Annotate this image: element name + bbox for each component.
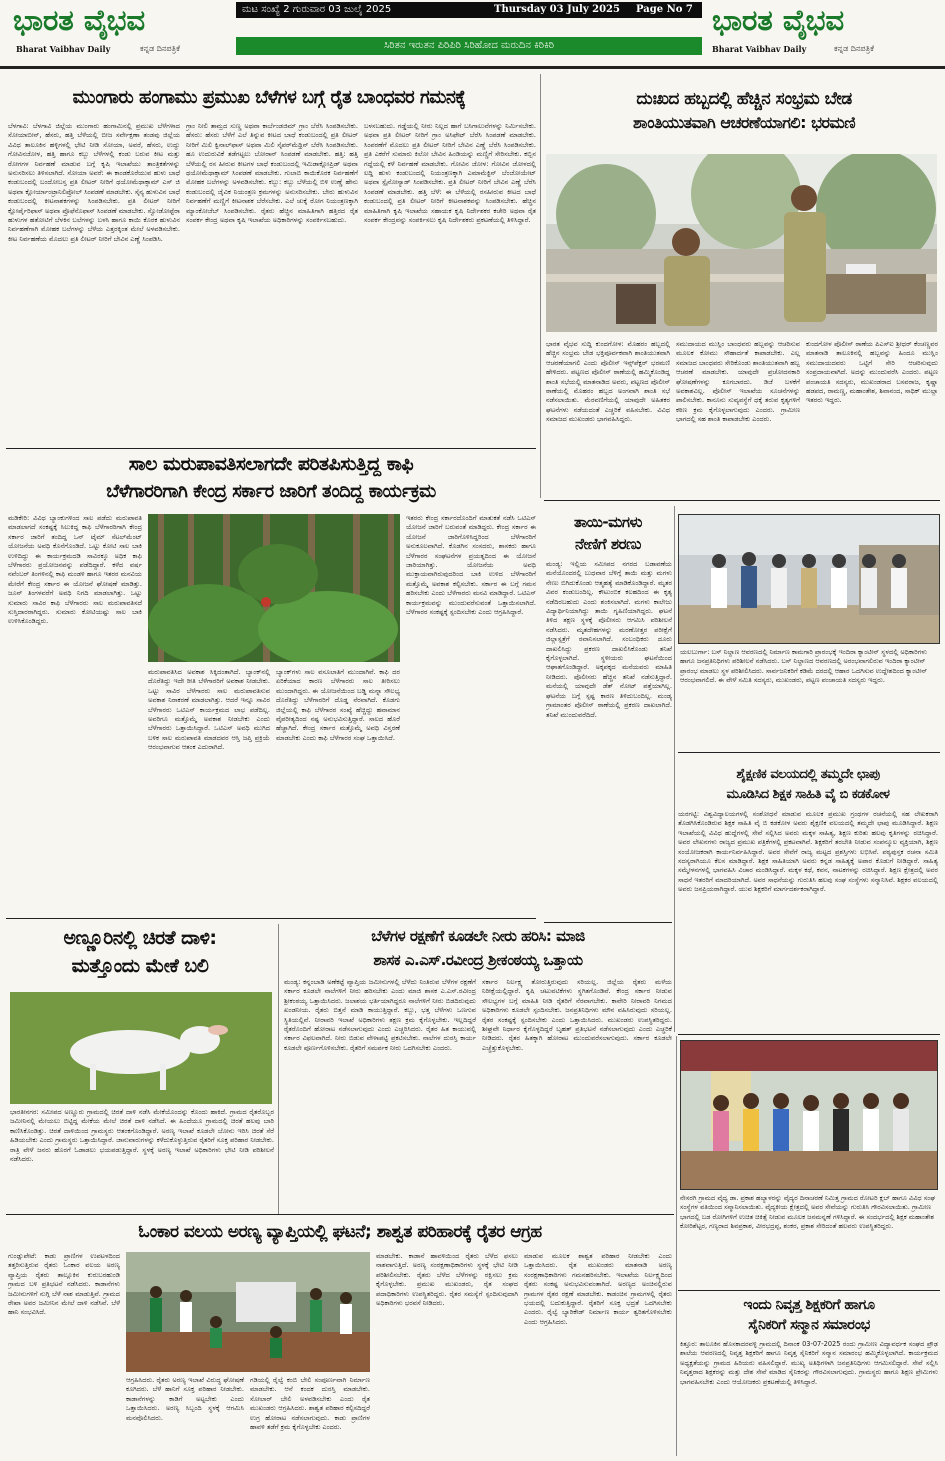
article-felicitation: ಕಿತ್ತೂರ: ತಾಲೂಕಿನ ಹೊಸಕಾದರವಳ್ಳಿ ಗ್ರಾಮದಲ್ಲಿ ದಿನಾಂಕ 03-07-2025 ರಂದು ಗ್ರಾಮೀಣ ವಿದ್ಯಾವರ್ಧಕ ಸಂಘದ ಪ್ರೌಢ ಶಾಲೆಯ ಆವರಣದಲ್ಲಿ ನಿವೃತ್ತ ಶಿಕ್ಷಕರಿಗೆ ಹಾಗೂ ನಿವೃತ್ತ ಸೈನಿಕರಿಗೆ ಸನ್ಮಾನ ಸಮಾರಂಭ ಹಮ್ಮಿಕೊಳ್ಳಲಾಗಿದೆ. ಕಾರ್ಯಕ್ರಮದ ಅಧ್ಯಕ್ಷತೆಯನ್ನು ಗ್ರಾಮದ ಹಿರಿಯರು ವಹಿಸಲಿದ್ದಾರೆ. ಮುಖ್ಯ ಅತಿಥಿಗಳಾಗಿ ಜನಪ್ರತಿನಿಧಿಗಳು ಆಗಮಿಸಲಿದ್ದಾರೆ. ಸೇವೆ ಸಲ್ಲಿಸಿ ನಿವೃತ್ತರಾದ ಶಿಕ್ಷಕರನ್ನು ಮತ್ತು ದೇಶ ಸೇವೆ ಮಾಡಿದ ಸೈನಿಕರನ್ನು ಗೌರವಿಸಲಾಗುವುದು. ಗ್ರಾಮಸ್ಥರು ಹಾಗೂ ಶಿಕ್ಷಣ ಪ್ರೇಮಿಗಳು ಭಾಗವಹಿಸಬೇಕು ಎಂದು ಆಯೋಜಕರು ಪ್ರಕಟಣೆಯಲ್ಲಿ ತಿಳಿಸಿದ್ದಾರೆ. [680,1340,938,1386]
article-coffee-col1: ಮಡಿಕೇರಿ: ವಿವಿಧ ಬ್ಯಾಂಕುಗಳಿಂದ ಸಾಲ ಪಡೆದು ಮರುಪಾವತಿ ಮಾಡಲಾಗದೆ ಸಂಕಷ್ಟಕ್ಕೆ ಸಿಲುಕಿದ್ದ ಕಾಫಿ ಬೆಳೆಗಾರರಿಗಾಗಿ ಕೇಂದ್ರ ಸರ್ಕಾರ ಜಾರಿಗೆ ತಂದಿದ್ದ ಒನ್ ಟೈಮ್ ಸೆಟಲ್‌ಮೆಂಟ್ ಯೋಜನೆಯ ಅವಧಿ ಕೊನೆಗೊಂಡಿದೆ. ಒಟ್ಟು ಕೋಟಿ ಸಾಲ ಬಾಕಿ ಉಳಿದಿದ್ದು ಈ ಕಾರ್ಯಕ್ರಮದಡಿ ಸಾವಿರಕ್ಕೂ ಅಧಿಕ ಕಾಫಿ ಬೆಳೆಗಾರರು ಪ್ರಯೋಜನವನ್ನು ಪಡೆದಿದ್ದಾರೆ. ಕಳೆದ ವರ್ಷ ನವೆಂಬರ್ ತಿಂಗಳಿನಲ್ಲಿ ಕಾಫಿ ಮಂಡಳಿ ಹಾಗೂ ಇತರರ ಮನವಿಯ ಮೇರೆಗೆ ಕೇಂದ್ರ ಸರ್ಕಾರ ಈ ಯೋಜನೆ ಘೋಷಣೆ ಮಾಡಿತ್ತು. ಜೂನ್ ತಿಂಗಳವರೆಗೆ ಅವಧಿ ನಿಗದಿ ಮಾಡಲಾಗಿತ್ತು. ಒಟ್ಟು ಸುಮಾರು ಸಾವಿರ ಕಾಫಿ ಬೆಳೆಗಾರರು ಸಾಲ ಮರುಪಾವತಿಸದೆ ಸುಸ್ತಿದಾರರಾಗಿದ್ದರು. ಸುಮಾರು ಕೋಟಿಯಷ್ಟು ಸಾಲ ಬಾಕಿ ಉಳಿಸಿಕೊಂಡಿದ್ದರು. [8,514,142,626]
section-rule [6,1214,674,1215]
headline-forest: ಓಂಕಾರ ವಲಯ ಅರಣ್ಯ ವ್ಯಾಪ್ತಿಯಲ್ಲಿ ಘಟನೆ; ಶಾಶ್ವತ ಪರಿಹಾರಕ್ಕೆ ರೈತರ ಆಗ್ರಹ [138,1222,542,1242]
headline-felicitation-line2: ಸೈನಿಕರಿಗೆ ಸನ್ಮಾನ ಸಮಾರಂಭ [748,1317,870,1333]
article-leopard: ಭಾರತೀನಗರ: ಸಮೀಪದ ಅಣ್ಣೂರು ಗ್ರಾಮದಲ್ಲಿ ಚಿರತೆ ದಾಳಿ ನಡೆಸಿ ಮೇಕೆಯೊಂದನ್ನು ಕೊಂದು ಹಾಕಿದೆ. ಗ್ರಾಮದ ರೈತರೊಬ್ಬರ ಜಮೀನಿನಲ್ಲಿ ಮೇಯಲು ಬಿಟ್ಟಿದ್ದ ಮೇಕೆಯ ಮೇಲೆ ಚಿರತೆ ದಾಳಿ ನಡೆಸಿದೆ. ಈ ಹಿಂದೆಯೂ ಗ್ರಾಮದಲ್ಲಿ ಚಿರತೆ ಹಲವು ಬಾರಿ ಕಾಣಿಸಿಕೊಂಡಿತ್ತು. ಚಿರತೆ ದಾಳಿಯಿಂದ ಗ್ರಾಮಸ್ಥರು ಆತಂಕಗೊಂಡಿದ್ದಾರೆ. ಅರಣ್ಯ ಇಲಾಖೆ ಕೂಡಲೇ ಬೋನು ಇರಿಸಿ ಚಿರತೆ ಸೆರೆ ಹಿಡಿಯಬೇಕು ಎಂದು ಗ್ರಾಮಸ್ಥರು ಒತ್ತಾಯಿಸಿದ್ದಾರೆ. ಜಾನುವಾರುಗಳನ್ನು ಕಳೆದುಕೊಳ್ಳುತ್ತಿರುವ ರೈತರಿಗೆ ಸೂಕ್ತ ಪರಿಹಾರ ನೀಡಬೇಕು. ರಾತ್ರಿ ವೇಳೆ ಜನರು ಹೊರಗೆ ಓಡಾಡಲು ಭಯಪಡುತ್ತಿದ್ದಾರೆ. ಸ್ಥಳಕ್ಕೆ ಅರಣ್ಯ ಇಲಾಖೆ ಅಧಿಕಾರಿಗಳು ಭೇಟಿ ನೀಡಿ ಪರಿಶೀಲನೆ ನಡೆಸಿದರು. [10,1108,274,1164]
headline-teacher-line2: ಮೂಡಿಸಿದ ಶಿಕ್ಷಕ ಸಾಹಿತಿ ವೈ ಬಿ ಕಡಕೋಳ [726,787,890,802]
headline-teacher-line1: ಶೈಕ್ಷಣಿಕ ವಲಯದಲ್ಲಿ ತಮ್ಮದೇ ಛಾಪು [736,767,880,782]
column-divider [540,74,541,498]
article-forest-col5: ಮಾಡುವ ಮೂಲಕ ಶಾಶ್ವತ ಪರಿಹಾರ ನೀಡಬೇಕು ಎಂದು ಒತ್ತಾಯಿಸಿದರು. ರೈತ ಮುಖಂಡರು ಮಾತನಾಡಿ ಅರಣ್ಯ ಸಂರಕ್ಷಣಾಧಿಕಾರಿಗಳು ಗಮನಹರಿಸಬೇಕು. ಇಲಾಖೆಯ ನಿರ್ಲಕ್ಷ್ಯದಿಂದ ರೈತರು ಸಂಕಷ್ಟ ಅನುಭವಿಸುವಂತಾಗಿದೆ. ಅರಣ್ಯದ ಅಂಚಿನಲ್ಲಿರುವ ಗ್ರಾಮಗಳ ರೈತರ ರಕ್ಷಣೆ ಮಾಡಬೇಕು. ಕಾಡಂಚಿನ ಗ್ರಾಮಗಳಲ್ಲಿ ರೈತರು ಭಯದಲ್ಲಿ ಬದುಕುತ್ತಿದ್ದಾರೆ. ರೈತರಿಗೆ ಸೂಕ್ತ ಭದ್ರತೆ ಒದಗಿಸಬೇಕು ಎಂದರು. ರೈಲ್ವೆ ಬ್ಯಾರಿಕೇಡ್ ನಿರ್ಮಾಣ ಕಾರ್ಯ ತ್ವರಿತಗೊಳಿಸಬೇಕು ಎಂದು ಆಗ್ರಹಿಸಿದರು. [524,1252,672,1326]
article-monsoon-col3: ಬಳಸಬಹುದು. ಗಡ್ಡೆಯಲ್ಲಿ ನೀರು ನಿಲ್ಲದ ಹಾಗೆ ಬಸಿಗಾಲುವೆಗಳನ್ನು ನಿರ್ಮಿಸಬೇಕು. ಅಥವಾ ಪ್ರತಿ ಲೀಟರ್ ನೀರಿಗೆ ಗ್ರಾಂ ಅಸಿಫೇಟ್ ಬೆರೆಸಿ ಸಿಂಪಡಣೆ ಮಾಡಬೇಕು. ಸಿಂಪರಣೆಗೆ ಮೊದಲು ಪ್ರತಿ ಲೀಟರ್ ನೀರಿಗೆ ಬೇವಿನ ಎಣ್ಣೆ ಬೆರೆಸಿ ಸಿಂಪಡಿಸಬೇಕು. ಪ್ರತಿ ಎಕರೆಗೆ ಸುಮಾರು ಕಿಲೋ ಬೇವಿನ ಹಿಂಡಿಯನ್ನು ಮಣ್ಣಿಗೆ ಸೇರಿಸಬೇಕು. ಕಬ್ಬಿನ ಗದ್ದೆಯಲ್ಲಿ ಕಳೆ ನಿರ್ವಹಣೆ ಮಾಡಬೇಕು. ಗೋವಿನ ಜೋಳ: ಗೋವಿನ ಜೋಳದಲ್ಲಿ ಲದ್ದಿ ಹುಳು ಕಂಡುಬಂದಲ್ಲಿ ನಿಯಂತ್ರಣಕ್ಕಾಗಿ ಎಮಾಮೆಕ್ಟಿನ್ ಬೆಂಜೋಯೇಟ್ ಅಥವಾ ಸ್ಪೈನೋಸ್ಯಾಡ್ ಸಿಂಪಡಿಸಬೇಕು. ಪ್ರತಿ ಲೀಟರ್ ನೀರಿಗೆ ಬೇವಿನ ಎಣ್ಣೆ ಬೆರೆಸಿ ಸಿಂಪಡಣೆ ಮಾಡಬೇಕು. ಹತ್ತಿ ಬೆಳೆ: ಈ ಬೆಳೆಯಲ್ಲಿ ರಸಹೀರುವ ಕೀಟದ ಬಾಧೆ ಕಂಡುಬಂದಲ್ಲಿ ಪ್ರತಿ ಲೀಟರ್ ನೀರಿಗೆ ಕೀಟನಾಶಕವನ್ನು ಸಿಂಪಡಿಸಬೇಕು. ಹೆಚ್ಚಿನ ಮಾಹಿತಿಗಾಗಿ ಕೃಷಿ ಇಲಾಖೆಯ ಸಹಾಯಕ ಕೃಷಿ ನಿರ್ದೇಶಕರ ಕಚೇರಿ ಅಥವಾ ರೈತ ಸಂಪರ್ಕ ಕೇಂದ್ರವನ್ನು ಸಂಪರ್ಕಿಸಲು ಕೃಷಿ ನಿರ್ದೇಶಕರು ಪ್ರಕಟಣೆಯಲ್ಲಿ ತಿಳಿಸಿದ್ದಾರೆ. [364,122,536,225]
canteen-inspection-illustration [679,515,939,643]
article-water-col2: ಸರ್ಕಾರ ನಿರ್ಲಕ್ಷ್ಯ ತೋರುತ್ತಿರುವುದು ಸರಿಯಲ್ಲ. ಜಿಲ್ಲೆಯ ರೈತರು ಮಳೆಯ ನಿರೀಕ್ಷೆಯಲ್ಲಿದ್ದಾರೆ. ಕೃಷಿ ಚಟುವಟಿಕೆಗಳು ಸ್ಥಗಿತಗೊಂಡಿವೆ. ಕೇಂದ್ರ ಸರ್ಕಾರ ನೀಡುವ ಸೌಲಭ್ಯಗಳ ಬಗ್ಗೆ ಮಾಹಿತಿ ನೀಡಿ ರೈತರಿಗೆ ನೆರವಾಗಬೇಕು. ಕಾವೇರಿ ನೀರಾವರಿ ನಿಗಮದ ಅಧಿಕಾರಿಗಳು ಕೂಡಲೇ ಸ್ಪಂದಿಸಬೇಕು. ಜನಪ್ರತಿನಿಧಿಗಳು ಮೌನ ವಹಿಸಿರುವುದು ಸರಿಯಲ್ಲ. ರೈತರ ಸಂಕಷ್ಟಕ್ಕೆ ಸ್ಪಂದಿಸಬೇಕು ಎಂದು ಒತ್ತಾಯಿಸಿದರು. ಮುಖಂಡರು ಉಪಸ್ಥಿತರಿದ್ದರು. ಶೀಘ್ರವೇ ನಿರ್ಧಾರ ಕೈಗೊಳ್ಳದಿದ್ದರೆ ಬೃಹತ್ ಪ್ರತಿಭಟನೆ ನಡೆಸಲಾಗುವುದು ಎಂದು ಎಚ್ಚರಿಕೆ ನೀಡಿದರು. ರೈತರ ಹಿತಕ್ಕಾಗಿ ಹೋರಾಟ ಮುಂದುವರೆಸಲಾಗುವುದು. ಸರ್ಕಾರ ಕೂಡಲೇ ಎಚ್ಚೆತ್ತುಕೊಳ್ಳಬೇಕು. [482,978,672,1052]
coffee-plantation-illustration [148,514,400,662]
photo-police-meeting [546,154,937,332]
headline-water-line1: ಬೆಳೆಗಳ ರಕ್ಷಣೆಗೆ ಕೂಡಲೇ ನೀರು ಹರಿಸಿ: ಮಾಜಿ [371,927,585,945]
issue-bar [236,2,702,18]
section-rule [678,1034,940,1035]
headline-mother-daughter-line1: ತಾಯಿ-ಮಗಳು [574,513,642,531]
photo-goat [10,992,272,1104]
section-rule [544,922,672,923]
photo-doctor-felicitation [680,1040,938,1190]
article-forest-col4: ಮಾಡಬೇಕು. ಕಾಡಾನೆ ಹಾವಳಿಯಿಂದ ರೈತರು ಬೆಳೆದ ಫಸಲು ನಾಶವಾಗುತ್ತಿದೆ. ಅರಣ್ಯ ಸಂರಕ್ಷಣಾಧಿಕಾರಿಗಳು ಸ್ಥಳಕ್ಕೆ ಭೇಟಿ ನೀಡಿ ಪರಿಶೀಲಿಸಬೇಕು. ರೈತರು ಬೆಳೆದ ಬೆಳೆಗಳನ್ನು ರಕ್ಷಿಸಲು ಕ್ರಮ ಕೈಗೊಳ್ಳಬೇಕು. ಪ್ರಮುಖ ಮುಖಂಡರು, ರೈತ ಸಂಘದ ಪದಾಧಿಕಾರಿಗಳು ಉಪಸ್ಥಿತರಿದ್ದರು. ರೈತರ ಸಮಸ್ಯೆಗೆ ಸ್ಪಂದಿಸುವುದಾಗಿ ಅಧಿಕಾರಿಗಳು ಭರವಸೆ ನೀಡಿದರು. [376,1252,518,1308]
article-water-col1: ಮಂಡ್ಯ: ಕನ್ನಂಬಾಡಿ ಅಣೆಕಟ್ಟೆ ವ್ಯಾಪ್ತಿಯ ಜಮೀನುಗಳಲ್ಲಿ ಬೆಳೆದು ನಿಂತಿರುವ ಬೆಳೆಗಳ ರಕ್ಷಣೆಗೆ ಸರ್ಕಾರ ಕೂಡಲೇ ನಾಲೆಗಳಿಗೆ ನೀರು ಹರಿಸಬೇಕು ಎಂದು ಮಾಜಿ ಶಾಸಕ ಎ.ಎಸ್.ರವೀಂದ್ರ ಶ್ರೀಕಂಠಯ್ಯ ಒತ್ತಾಯಿಸಿದರು. ಜಲಾಶಯ ಭರ್ತಿಯಾಗಿದ್ದರೂ ನಾಲೆಗಳಿಗೆ ನೀರು ಬಿಡದಿರುವುದು ಖಂಡನೀಯ. ರೈತರು ಬಿತ್ತನೆ ಮಾಡಿ ಕಾಯುತ್ತಿದ್ದಾರೆ. ಕಬ್ಬು, ಭತ್ತ ಬೆಳೆಗಳು ಒಣಗುವ ಸ್ಥಿತಿಯಲ್ಲಿವೆ. ನೀರಾವರಿ ಇಲಾಖೆ ಅಧಿಕಾರಿಗಳು ತಕ್ಷಣ ಕ್ರಮ ಕೈಗೊಳ್ಳಬೇಕು. ಇಲ್ಲದಿದ್ದರೆ ರೈತರೊಂದಿಗೆ ಹೋರಾಟ ನಡೆಸಲಾಗುವುದು ಎಂದು ಎಚ್ಚರಿಸಿದರು. ರೈತರ ಹಿತ ಕಾಯುವಲ್ಲಿ ಸರ್ಕಾರ ವಿಫಲವಾಗಿದೆ. ನೀರು ಬಿಡುವ ವೇಳಾಪಟ್ಟಿ ಪ್ರಕಟಿಸಬೇಕು. ನಾಲೆಗಳ ದುರಸ್ತಿ ಕಾರ್ಯ ಕೂಡಲೇ ಪೂರ್ಣಗೊಳಿಸಬೇಕು. ರೈತರಿಗೆ ಸಮರ್ಪಕ ನೀರು ಒದಗಿಸಬೇಕು ಎಂದರು. [284,978,476,1052]
article-coffee-col4: ಇತರರು ಕೇಂದ್ರ ಸರ್ಕಾರದೊಂದಿಗೆ ಮಾತುಕತೆ ನಡೆಸಿ ಒಟಿಎಸ್ ಯೋಜನೆ ಜಾರಿಗೆ ಬರುವಂತೆ ಮಾಡಿದ್ದರು. ಕೇಂದ್ರ ಸರ್ಕಾರ ಈ ಯೋಜನೆ ಜಾರಿಗೊಳಿಸಿದ್ದರಿಂದ ಬೆಳೆಗಾರರಿಗೆ ಅನುಕೂಲವಾಗಿದೆ. ಕೊಡಗಿನ ಸಂಸದರು, ಶಾಸಕರು ಹಾಗೂ ಬೆಳೆಗಾರರ ಸಂಘಟನೆಗಳ ಪ್ರಯತ್ನದಿಂದ ಈ ಯೋಜನೆ ಜಾರಿಯಾಗಿತ್ತು. ಯೋಜನೆಯ ಅವಧಿ ಮುಕ್ತಾಯವಾಗಿರುವುದರಿಂದ ಬಾಕಿ ಉಳಿದ ಬೆಳೆಗಾರರಿಗೆ ಮತ್ತೊಮ್ಮೆ ಅವಕಾಶ ಕಲ್ಪಿಸಬೇಕು. ಸರ್ಕಾರ ಈ ಬಗ್ಗೆ ಗಮನ ಹರಿಸಬೇಕು ಎಂದು ಬೆಳೆಗಾರರು ಮನವಿ ಮಾಡಿದ್ದಾರೆ. ಒಟಿಎಸ್ ಕಾರ್ಯಕ್ರಮವನ್ನು ಮುಂದುವರೆಸುವಂತೆ ಒತ್ತಾಯಿಸಲಾಗಿದೆ. ಬೆಳೆಗಾರರ ಸಂಕಷ್ಟಕ್ಕೆ ಸ್ಪಂದಿಸಬೇಕು ಎಂದು ಆಗ್ರಹಿಸಿದ್ದಾರೆ. [406,514,536,617]
masthead-rule [0,66,945,69]
masthead-logo-right: ಭಾರತ ವೈಭವ [712,3,845,37]
issue-date: Thursday 03 July 2025 [494,4,620,15]
caption-canteen: ಯಲಬುರ್ಗಾ: ಬಸ್ ನಿಲ್ದಾಣ ಆವರಣದಲ್ಲಿ ನಿರ್ಮಾಣ ಕಾಮಗಾರಿ ಪ್ರಾರಂಭಕ್ಕೆ ಇಂದಿರಾ ಕ್ಯಾಂಟೀನ್ ಸ್ಥಳದಲ್ಲಿ ಅಧಿಕಾರಿಗಳು ಹಾಗೂ ಜನಪ್ರತಿನಿಧಿಗಳು ಪರಿಶೀಲನೆ ನಡೆಸಿದರು. ಬಸ್ ನಿಲ್ದಾಣದ ಆವರಣದಲ್ಲಿ ಅರಂಭವಾಗಲಿರುವ ಇಂದಿರಾ ಕ್ಯಾಂಟೀನ್ ಪ್ರಾರಂಭ ಮಾಡಲು ಸ್ಥಳ ಪರಿಶೀಲಿಸಿದರು. ಸಾರ್ವಜನಿಕರಿಗೆ ಕಡಿಮೆ ದರದಲ್ಲಿ ಆಹಾರ ಒದಗಿಸುವ ಉದ್ದೇಶದಿಂದ ಕ್ಯಾಂಟೀನ್ ಆರಂಭವಾಗಲಿದೆ. ಈ ವೇಳೆ ಸಮಿತಿ ಸದಸ್ಯರು, ಮುಖಂಡರು, ಪಟ್ಟಣ ಪಂಚಾಯತಿ ಸದಸ್ಯರು ಇದ್ದರು. [680,648,928,685]
column-divider [676,1036,677,1456]
section-rule [678,1290,940,1291]
page-number: Page No 7 [636,4,693,15]
article-muharram-col3: ಕುಂದಗೋಳ ಪೊಲೀಸ್ ಠಾಣೆಯ ಪಿಎಸ್ಐ ಶ್ರೀಧರ್ ಕೆಂಚಣ್ಣವರ ಮಾತನಾಡಿ ತಾಲೂಕಿನಲ್ಲಿ ಹಬ್ಬವನ್ನು ಹಿಂದೂ ಮುಸ್ಲಿಂ ಸಮುದಾಯದವರು ಒಟ್ಟಿಗೆ ಸೇರಿ ಆಚರಿಸುವುದು ಸಂಪ್ರದಾಯವಾಗಿದೆ. ಅದನ್ನು ಮುಂದುವರೆಸಿ ಎಂದರು. ಪಟ್ಟಣ ಪಂಚಾಯತಿ ಸದಸ್ಯರು, ಮುಖಂಡರಾದ ಬಸವರಾಜ, ಕೃಷ್ಣಾ ಹಡಪದ, ರಾಮಣ್ಣ, ಮಹಾಂತೇಶ, ಶಿವಾನಂದ, ಸಾಧಿಕ್ ಮುಲ್ಲಾ ಇತರರು ಇದ್ದರು. [806,340,938,405]
article-coffee-col2: ಮರುಪಾವತಿಸಿದ ಅವಕಾಶ ಸಿಕ್ಕಿದಂತಾಗಿದೆ. ಬ್ಯಾಂಕ್‌ನಲ್ಲಿ ದೊರೆತಿದ್ದು ಇದೇ ರೀತಿ ಬೆಳೆಗಾರರಿಗೆ ಅವಕಾಶ ನೀಡಬೇಕು. ಒಟ್ಟು ಸಾವಿರ ಬೆಳೆಗಾರರು ಸಾಲ ಮರುಪಾವತಿಸುವ ಅವಕಾಶ ನಿರಾಕರಣೆ ಮಾಡಲಾಗಿತ್ತು. ಆದರೆ ಇನ್ನೂ ಸಾವಿರ ಬೆಳೆಗಾರರು ಒಟಿಎಸ್ ಕಾರ್ಯಕ್ರಮದ ಲಾಭ ಪಡೆದಿಲ್ಲ. ಅವರಿಗೂ ಮತ್ತೊಮ್ಮೆ ಅವಕಾಶ ನೀಡಬೇಕು ಎಂದು ಬೆಳೆಗಾರರು ಒತ್ತಾಯಿಸಿದ್ದಾರೆ. ಒಟಿಎಸ್ ಅವಧಿ ಮುಗಿದ ಬಳಿಕ ಸಾಲ ಮರುಪಾವತಿ ಮಾಡದವರ ಆಸ್ತಿ ಜಪ್ತಿ ಪ್ರಕ್ರಿಯೆ ಆರಂಭವಾಗುವ ಆತಂಕ ಎದುರಾಗಿದೆ. [148,668,270,752]
section-rule [6,448,536,449]
headline-leopard-line2: ಮತ್ತೊಂದು ಮೇಕೆ ಬಲಿ [71,955,209,977]
headline-coffee-line2: ಬೆಳೆಗಾರರಿಗಾಗಿ ಕೇಂದ್ರ ಸರ್ಕಾರ ಜಾರಿಗೆ ತಂದಿದ್ದ ಕಾರ್ಯಕ್ರಮ [106,481,436,502]
article-monsoon-col1: ಬೆಳಗಾವಿ: ಬೆಳಗಾವಿ ಜಿಲ್ಲೆಯ ಮುಂಗಾರು ಹಂಗಾಮಿನಲ್ಲಿ ಪ್ರಮುಖ ಬೆಳೆಗಳಾದ ಸೋಯಾಬೀನ್, ಹೆಸರು, ಹತ್ತಿ ಬೆಳೆಯಲ್ಲಿ ಬೀಜ ಸರ್ವೇಕ್ಷಣಾ ತಂಡವು ಜಿಲ್ಲೆಯ ವಿವಿಧ ತಾಲೂಕಿನ ಹಳ್ಳಿಗಳಲ್ಲಿ ಭೇಟಿ ನೀಡಿ ಸೋಯಾ, ಅವರೆ, ಹೆಸರು, ಉದ್ದು ಗೋವಿನಜೋಳ, ಹತ್ತಿ ಹಾಗೂ ಕಬ್ಬು ಬೆಳೆಗಳಲ್ಲಿ ಕಂಡು ಬರುವ ಕೀಟ ಮತ್ತು ರೋಗಗಳ ನಿರ್ವಹಣೆ ಮಾಡುವ ಬಗ್ಗೆ ಕೃಷಿ ಇಲಾಖೆಯು ತಾಂತ್ರಿಕತೆಗಳನ್ನು ಅನುಸರಿಸಲು ತಿಳಿಸಲಾಗಿದೆ. ಸೋಯಾ ಅವರೆ: ಈ ಕಾಂಡಕೊರೆಯುವ ಹುಳು ಬಾಧೆ ಕಂಡುಬಂದಲ್ಲಿ ಬಂದೋಬಸ್ತ ಪ್ರತಿ ಲೀಟರ್ ನೀರಿಗೆ ಥಯೋಮೆಥಾಕ್ಸಾಮ್ ಎಸ್ ಜಿ ಅಥವಾ ಕ್ಲೋರ್ಯಾಂಟ್ರಾನಿಲಿಪ್ರೋಲ್ ಸಿಂಪಡಣೆ ಮಾಡಬೇಕು. ಸೈನ್ಯ ಹುಳುವಿನ ಬಾಧೆ ಕಂಡುಬಂದಲ್ಲಿ ಕೀಟನಾಶಕಗಳನ್ನು ಸಿಂಪಡಿಸಬೇಕು. ಪ್ರತಿ ಲೀಟರ್ ನೀರಿಗೆ ಕ್ಲೋರ್ಪೈರಿಫಾಸ್ ಅಥವಾ ಪ್ರೊಫೆನೊಫಾಸ್ ಸಿಂಪಡಣೆ ಮಾಡಬೇಕು. ಸ್ವೋಡೋಪ್ಟೆರಾ ಹುಳುಗಳ ಹತೋಟಿಗೆ ಬೆಳಕಿನ ಬಲೆಗಳನ್ನು ಬಳಸಿ ಹಾಗೂ ಕಾಯಿ ಕೊರಕ ಹುಳುವಿನ ನಿರ್ವಹಣೆಗಾಗಿ ಮೋಹಕ ಬಲೆಗಳನ್ನು ಬೆಳೆಯ ಎತ್ತರಕ್ಕಿಂತ ಮೇಲೆ ಅಳವಡಿಸಬೇಕು. ಕೀಟ ನಿರ್ವಹಣೆಯ ಮೊದಲು ಪ್ರತಿ ಲೀಟರ್ ನೀರಿಗೆ ಬೇವಿನ ಎಣ್ಣೆ ಸಿಂಪಡಿಸಿ. [8,122,180,243]
farmers-protest-illustration [126,1252,370,1372]
headline-felicitation-line1: ಇಂದು ನಿವೃತ್ತ ಶಿಕ್ಷಕರಿಗೆ ಹಾಗೂ [743,1297,875,1313]
article-mother-daughter: ಮಂಡ್ಯ: ಇಲ್ಲಿಯ ಸಮೀಪದ ನಗರದ ಬಡಾವಣೆಯ ಮನೆಯೊಂದರಲ್ಲಿ ಬುಧವಾರ ಬೆಳಿಗ್ಗೆ ತಾಯಿ ಮತ್ತು ಮಗಳು ನೇಣು ಬಿಗಿದುಕೊಂಡು ಆತ್ಮಹತ್ಯೆ ಮಾಡಿಕೊಂಡಿದ್ದಾರೆ. ಮೃತರ ವಿವರ ಕಂಡುಬಂದಿಲ್ಲ. ಕೌಟುಂಬಿಕ ಕಲಹದಿಂದ ಈ ಕೃತ್ಯ ನಡೆದಿರಬಹುದು ಎಂದು ಶಂಕಿಸಲಾಗಿದೆ. ಮಗಳು ಕಾಲೇಜು ವಿದ್ಯಾರ್ಥಿನಿಯಾಗಿದ್ದು ತಾಯಿ ಗೃಹಿಣಿಯಾಗಿದ್ದರು. ಘಟನೆ ತಿಳಿದ ತಕ್ಷಣ ಸ್ಥಳಕ್ಕೆ ಪೊಲೀಸರು ಆಗಮಿಸಿ ಪರಿಶೀಲನೆ ನಡೆಸಿದರು. ಮೃತದೇಹಗಳನ್ನು ಮರಣೋತ್ತರ ಪರೀಕ್ಷೆಗೆ ಜಿಲ್ಲಾಸ್ಪತ್ರೆಗೆ ರವಾನಿಸಲಾಗಿದೆ. ಸಂಬಂಧಿಕರು ದೂರು ದಾಖಲಿಸಿದ್ದು ಪ್ರಕರಣ ದಾಖಲಿಸಿಕೊಂಡು ತನಿಖೆ ಕೈಗೊಳ್ಳಲಾಗಿದೆ. ಸ್ಥಳೀಯರು ಘಟನೆಯಿಂದ ಆಘಾತಗೊಂಡಿದ್ದಾರೆ. ಅಕ್ಕಪಕ್ಕದ ಮನೆಯವರು ಮಾಹಿತಿ ನೀಡಿದರು. ಪೊಲೀಸರು ಹೆಚ್ಚಿನ ತನಿಖೆ ನಡೆಸುತ್ತಿದ್ದಾರೆ. ಮನೆಯಲ್ಲಿ ಯಾವುದೇ ಡೆತ್ ನೋಟ್ ಪತ್ತೆಯಾಗಿಲ್ಲ. ಘಟನೆಯ ಬಗ್ಗೆ ಸ್ಪಷ್ಟ ಕಾರಣ ತಿಳಿದುಬಂದಿಲ್ಲ. ಮಂಡ್ಯ ಗ್ರಾಮಾಂತರ ಪೊಲೀಸ್ ಠಾಣೆಯಲ್ಲಿ ಪ್ರಕರಣ ದಾಖಲಾಗಿದೆ. ತನಿಖೆ ಮುಂದುವರೆದಿದೆ. [546,560,672,719]
column-divider [278,924,279,1214]
masthead [0,0,945,66]
masthead-logo-left: ಭಾರತ ವೈಭವ [13,3,146,37]
doctor-felicitation-illustration [681,1041,937,1189]
headline-muharram-line2: ಶಾಂತಿಯುತವಾಗಿ ಆಚರಣೆಯಾಗಲಿ: ಭರಮಣಿ [632,113,856,132]
headline-coffee-line1: ಸಾಲ ಮರುಪಾವತಿಸಲಾಗದೇ ಪರಿತಪಿಸುತ್ತಿದ್ದ ಕಾಫಿ [128,453,414,475]
masthead-tagline-left: ಕನ್ನಡ ದಿನಪತ್ರಿಕೆ [140,44,181,53]
column-divider [674,506,675,1032]
goat-illustration [10,992,272,1104]
caption-doctor: ನೇಸರಗಿ ಗ್ರಾಮದ ವೈದ್ಯ ಡಾ. ಪ್ರಕಾಶ ಹಲ್ಯಾಳರನ್ನು ವೈದ್ಯರ ದಿನಾಚರಣೆ ನಿಮಿತ್ತ ಗ್ರಾಮದ ರೋಟರಿ ಕ್ಲಬ್ ಹಾಗೂ ವಿವಿಧ ಸಂಘ ಸಂಸ್ಥೆಗಳ ವತಿಯಿಂದ ಸನ್ಮಾನಿಸಲಾಯಿತು. ವೈದ್ಯಕೀಯ ಕ್ಷೇತ್ರದಲ್ಲಿ ಅವರ ಸೇವೆಯನ್ನು ಗುರುತಿಸಿ ಗೌರವಿಸಲಾಯಿತು. ಗ್ರಾಮೀಣ ಭಾಗದಲ್ಲಿ ಬಡ ರೋಗಿಗಳಿಗೆ ಉಚಿತ ಚಿಕಿತ್ಸೆ ನೀಡುವ ಮೂಲಕ ಜನಮನ್ನಣೆ ಗಳಿಸಿದ್ದಾರೆ. ಈ ಸಂದರ್ಭದಲ್ಲಿ ಶಿಕ್ಷಕ ಮಹಾಂತೇಶ ಕೋರಿಶೆಟ್ಟರ, ಗಣ್ಯರಾದ ಶಿವಪ್ರಕಾಶ, ವೀರಭದ್ರಪ್ಪ, ಶಂಕರ, ಪ್ರಕಾಶ ಸೇರಿದಂತೆ ಹಲವರು ಉಪಸ್ಥಿತರಿದ್ದರು. [680,1194,936,1231]
section-rule [6,918,536,919]
masthead-subtitle-left: Bharat Vaibhav Daily [16,44,111,54]
headline-water-line2: ಶಾಸಕ ಎ.ಎಸ್.ರವೀಂದ್ರ ಶ್ರೀಕಂಠಯ್ಯ ಒತ್ತಾಯ [373,951,583,969]
headline-mother-daughter-line2: ನೇಣಿಗೆ ಶರಣು [575,535,641,553]
article-forest-col3: ಗಡಿಯಲ್ಲಿ ರೈಲ್ವೆ ಕಂಬಿ ಬೇಲಿ ಸಂಪೂರ್ಣವಾಗಿ ನಿರ್ಮಾಣ ಮಾಡಬೇಕು. ಆನೆ ಕಂದಕ ದುರಸ್ತಿ ಮಾಡಬೇಕು. ಸೋಲಾರ್ ಬೇಲಿ ಅಳವಡಿಸಬೇಕು ಎಂದು ರೈತ ಮುಖಂಡರು ಆಗ್ರಹಿಸಿದರು. ಶಾಶ್ವತ ಪರಿಹಾರ ಕಲ್ಪಿಸದಿದ್ದರೆ ಉಗ್ರ ಹೋರಾಟ ನಡೆಸಲಾಗುವುದು. ಕಾಡು ಪ್ರಾಣಿಗಳ ಹಾವಳಿ ತಡೆಗೆ ಕ್ರಮ ಕೈಗೊಳ್ಳಬೇಕು ಎಂದರು. [250,1376,370,1432]
masthead-subtitle-right: Bharat Vaibhav Daily [712,44,807,54]
photo-coffee-plantation [148,514,400,662]
slogan-bar: ಸಿರಿತನ ಇರುತನ ಪಿರಿಪಿರಿ ಸಿರಿಹೋದ ಮರುದಿನ ಕಿರಿಕಿರಿ [236,37,702,55]
masthead-tagline-right: ಕನ್ನಡ ದಿನಪತ್ರಿಕೆ [834,44,875,53]
issue-info: ಮಟ ಸಂಖ್ಯೆ 2 ಗುರುವಾರ 03 ಜುಲೈ 2025 [242,4,392,15]
photo-farmers-protest [126,1252,370,1372]
article-monsoon-col2: ಗ್ರಾಂ ನೀಲಿ ತಾಮ್ರದ ಸುಣ್ಣ ಅಥವಾ ಕಾರ್ಬೆಂಡಜಿಮ್ ಗ್ರಾಂ ಬೆರೆಸಿ ಸಿಂಪಡಿಸಬೇಕು. ಹೆಸರು: ಹೆಸರು ಬೆಳೆಗೆ ಎಲೆ ತಿನ್ನುವ ಕೀಟದ ಬಾಧೆ ಕಂಡುಬಂದಲ್ಲಿ ಪ್ರತಿ ಲೀಟರ್ ನೀರಿಗೆ ಮಿಲಿ ಕ್ವಿನಾಲ್‌ಫಾಸ್ ಅಥವಾ ಮಿಲಿ ಸೈಪರ್‌ಮೆಥ್ರಿನ್ ಬೆರೆಸಿ ಸಿಂಪಡಿಸಬೇಕು. ಹೂ ಉದುರುವಿಕೆ ತಡೆಗಟ್ಟಲು ಬೋರಾನ್ ಸಿಂಪಡಣೆ ಮಾಡಬೇಕು. ಹತ್ತಿ: ಹತ್ತಿ ಬೆಳೆಯಲ್ಲಿ ರಸ ಹೀರುವ ಕೀಟಗಳ ಬಾಧೆ ಕಂಡುಬಂದಲ್ಲಿ ಇಮಿಡಾಕ್ಲೋಪ್ರಿಡ್ ಅಥವಾ ಥಯೋಮೆಥಾಕ್ಸಾಮ್ ಸಿಂಪಡಣೆ ಮಾಡಬೇಕು. ಗುಲಾಬಿ ಕಾಯಿಕೊರಕ ನಿರ್ವಹಣೆಗೆ ಮೋಹಕ ಬಲೆಗಳನ್ನು ಅಳವಡಿಸಬೇಕು. ಕಬ್ಬು: ಕಬ್ಬು ಬೆಳೆಯಲ್ಲಿ ಬಿಳಿ ಉಣ್ಣೆ ಹೇನು ಕಂಡುಬಂದಲ್ಲಿ ಜೈವಿಕ ನಿಯಂತ್ರಣ ಕ್ರಮಗಳನ್ನು ಅನುಸರಿಸಬೇಕು. ಬೇರು ಹುಳುವಿನ ನಿರ್ವಹಣೆಗೆ ಮಣ್ಣಿಗೆ ಕೀಟನಾಶಕ ಬೆರೆಸಬೇಕು. ಎಲೆ ಚುಕ್ಕೆ ರೋಗ ನಿಯಂತ್ರಣಕ್ಕಾಗಿ ಮ್ಯಾಂಕೋಜೆಬ್ ಸಿಂಪಡಿಸಬೇಕು. ರೈತರು ಹೆಚ್ಚಿನ ಮಾಹಿತಿಗಾಗಿ ಹತ್ತಿರದ ರೈತ ಸಂಪರ್ಕ ಕೇಂದ್ರ ಅಥವಾ ಕೃಷಿ ಇಲಾಖೆಯ ಅಧಿಕಾರಿಗಳನ್ನು ಸಂಪರ್ಕಿಸಬಹುದು. [186,122,358,225]
article-muharram-col1: ಭಾರತ ವೈಭವ ಸುದ್ದಿ ಕುಂದಗೋಳ: ಮೊಹರಂ ಹಬ್ಬದಲ್ಲಿ ಹೆಚ್ಚಿನ ಸಂಭ್ರಮ ಬೇಡ ಭಕ್ತಿಪೂರ್ವಕವಾಗಿ ಶಾಂತಿಯುತವಾಗಿ ಆಚರಣೆಯಾಗಲಿ ಎಂದು ಪೊಲೀಸ್ ಇನ್ಸ್‌ಪೆಕ್ಟರ್ ಭರಮಣಿ ಹೇಳಿದರು. ಪಟ್ಟಣದ ಪೊಲೀಸ್ ಠಾಣೆಯಲ್ಲಿ ಹಮ್ಮಿಕೊಂಡಿದ್ದ ಶಾಂತಿ ಸಭೆಯಲ್ಲಿ ಮಾತನಾಡಿದ ಅವರು, ಪಟ್ಟಣದ ಪೊಲೀಸ್ ಠಾಣೆಯಲ್ಲಿ ಮೊಹರಂ ಹಬ್ಬದ ಅಂಗವಾಗಿ ಶಾಂತಿ ಸಭೆ ನಡೆಸಲಾಯಿತು. ಮೆರವಣಿಗೆಯಲ್ಲಿ ಯಾವುದೇ ಅಹಿತಕರ ಘಟನೆಗಳು ನಡೆಯದಂತೆ ಎಚ್ಚರಿಕೆ ವಹಿಸಬೇಕು. ವಿವಿಧ ಸಮಾಜದ ಮುಖಂಡರು ಭಾಗವಹಿಸಿದ್ದರು. [546,340,670,424]
article-teacher-writer: ಯರಗಟ್ಟಿ: ವಿಶ್ವವಿದ್ಯಾಲಯಗಳಲ್ಲಿ ಸಂಶೋಧನೆ ಮಾಡುವ ಮೂಲಕ ಪ್ರಮುಖ ಗ್ರಂಥಗಳ ರಚನೆಯಲ್ಲಿ ಸಹ ಲೇಖಕರಾಗಿ ತೊಡಗಿಸಿಕೊಂಡಿರುವ ಶಿಕ್ಷಕ ಸಾಹಿತಿ ವೈ ಬಿ ಕಡಕೋಳ ಅವರು ಶೈಕ್ಷಣಿಕ ವಲಯದಲ್ಲಿ ತಮ್ಮದೇ ಛಾಪು ಮೂಡಿಸಿದ್ದಾರೆ. ಶಿಕ್ಷಣ ಇಲಾಖೆಯಲ್ಲಿ ವಿವಿಧ ಹುದ್ದೆಗಳಲ್ಲಿ ಸೇವೆ ಸಲ್ಲಿಸಿದ ಅವರು ಮಕ್ಕಳ ಸಾಹಿತ್ಯ, ಶಿಕ್ಷಣ ಕುರಿತು ಹಲವು ಕೃತಿಗಳನ್ನು ರಚಿಸಿದ್ದಾರೆ. ಅವರ ಲೇಖನಗಳು ರಾಜ್ಯದ ಪ್ರಮುಖ ಪತ್ರಿಕೆಗಳಲ್ಲಿ ಪ್ರಕಟವಾಗಿವೆ. ಶಿಕ್ಷಕರಿಗೆ ತರಬೇತಿ ನೀಡುವ ಸಂಪನ್ಮೂಲ ವ್ಯಕ್ತಿಯಾಗಿ, ಶಿಕ್ಷಣ ಸಂಯೋಜಕರಾಗಿ ಕಾರ್ಯನಿರ್ವಹಿಸಿದ್ದಾರೆ. ಅವರ ಸೇವೆಗೆ ರಾಜ್ಯ ಮಟ್ಟದ ಪ್ರಶಸ್ತಿಗಳು ಲಭಿಸಿವೆ. ಪಠ್ಯಪುಸ್ತಕ ರಚನಾ ಸಮಿತಿ ಸದಸ್ಯರಾಗಿಯೂ ಕೆಲಸ ಮಾಡಿದ್ದಾರೆ. ಶಿಕ್ಷಕ ಸಾಹಿತಿಯಾಗಿ ಅವರು ಕನ್ನಡ ಸಾಹಿತ್ಯಕ್ಕೆ ಅಪಾರ ಕೊಡುಗೆ ನೀಡಿದ್ದಾರೆ. ಸಾಹಿತ್ಯ ಸಮ್ಮೇಳನಗಳಲ್ಲಿ ಭಾಗವಹಿಸಿ ವಿಚಾರ ಮಂಡಿಸಿದ್ದಾರೆ. ಮಕ್ಕಳ ಕಥೆ, ಕವನ, ನಾಟಕಗಳನ್ನು ರಚಿಸಿದ್ದಾರೆ. ಶಿಕ್ಷಣ ಕ್ಷೇತ್ರದಲ್ಲಿ ಅವರ ಸಾಧನೆ ಇತರರಿಗೆ ಮಾದರಿಯಾಗಿದೆ. ಅವರ ಸಾಧನೆಯನ್ನು ಗುರುತಿಸಿ ಹಲವು ಸಂಘ ಸಂಸ್ಥೆಗಳು ಸನ್ಮಾನಿಸಿವೆ. ಶಿಕ್ಷಕರ ವಲಯದಲ್ಲಿ ಅವರು ಜನಪ್ರಿಯರಾಗಿದ್ದಾರೆ. ಯುವ ಶಿಕ್ಷಕರಿಗೆ ಮಾರ್ಗದರ್ಶಕರಾಗಿದ್ದಾರೆ. [678,810,938,894]
article-forest-col1: ಗುಂಡ್ಲುಪೇಟೆ: ಕಾಡು ಪ್ರಾಣಿಗಳ ಉಪಟಳದಿಂದ ತತ್ತರಿಸುತ್ತಿರುವ ರೈತರು ಓಂಕಾರ ವಲಯ ಅರಣ್ಯ ವ್ಯಾಪ್ತಿಯ ರೈತರು ತಾಲ್ಲೂಕಿನ ಕುರುಬರಹುಂಡಿ ಗ್ರಾಮದ ಬಳಿ ಪ್ರತಿಭಟನೆ ನಡೆಸಿದರು. ಕಾಡಾನೆಗಳು ಜಮೀನುಗಳಿಗೆ ನುಗ್ಗಿ ಬೆಳೆ ನಾಶ ಮಾಡುತ್ತಿವೆ. ಗ್ರಾಮದ ರೇಖಾ ಅವರ ಜಮೀನಿನ ಮೇಲೆ ದಾಳಿ ನಡೆಸಿವೆ. ಬೆಳೆ ಹಾನಿ ಸಂಭವಿಸಿದೆ. [8,1252,120,1317]
headline-leopard-line1: ಅಣ್ಣೂರಿನಲ್ಲಿ ಚಿರತೆ ದಾಳಿ: [63,927,217,949]
article-coffee-col3: ಬ್ಯಾಂಕ್‌ಗಳು ಸಾಲ ವಸೂಲಾತಿಗೆ ಮುಂದಾಗಿವೆ. ಕಾಫಿ ದರ ಏರಿಕೆಯಾದ ಕಾರಣ ಬೆಳೆಗಾರರು ಸಾಲ ತೀರಿಸಲು ಮುಂದಾಗಿದ್ದರು. ಈ ಯೋಜನೆಯಿಂದ ಬಡ್ಡಿ ಮನ್ನಾ ಸೌಲಭ್ಯ ದೊರೆತಿದ್ದು ಬೆಳೆಗಾರರಿಗೆ ದೊಡ್ಡ ನೆರವಾಗಿದೆ. ಕೊಡಗು ಜಿಲ್ಲೆಯಲ್ಲಿ ಕಾಫಿ ಬೆಳೆಗಾರರ ಸಂಖ್ಯೆ ಹೆಚ್ಚಿದ್ದು ಹವಾಮಾನ ವೈಪರೀತ್ಯದಿಂದ ನಷ್ಟ ಅನುಭವಿಸುತ್ತಿದ್ದಾರೆ. ಸಾಲದ ಹೊರೆ ಹೆಚ್ಚಾಗಿದೆ. ಕೇಂದ್ರ ಸರ್ಕಾರ ಮತ್ತೊಮ್ಮೆ ಅವಧಿ ವಿಸ್ತರಣೆ ಮಾಡಬೇಕು ಎಂದು ಕಾಫಿ ಬೆಳೆಗಾರರ ಸಂಘ ಒತ್ತಾಯಿಸಿದೆ. [276,668,400,742]
section-rule [544,500,940,501]
photo-canteen-inspection [678,514,940,644]
headline-monsoon-crops: ಮುಂಗಾರು ಹಂಗಾಮು ಪ್ರಮುಖ ಬೆಳೆಗಳ ಬಗ್ಗೆ ರೈತ ಬಾಂಧವರ ಗಮನಕ್ಕೆ [72,87,466,108]
police-meeting-illustration [546,154,937,332]
article-muharram-col2: ಸಮುದಾಯದ ಮುಸ್ಲಿಂ ಬಾಂಧವರು ಹಬ್ಬವನ್ನು ಆಚರಿಸುವ ಮೂಲಕ ಕೋಮು ಸೌಹಾರ್ದತೆ ಕಾಪಾಡಬೇಕು. ಎಲ್ಲ ಸಮಾಜದ ಬಾಂಧವರು ಸೇರಿಕೊಂಡು ಶಾಂತಿಯುತವಾಗಿ ಹಬ್ಬ ಆಚರಣೆ ಮಾಡಬೇಕು. ಯಾವುದೇ ಪ್ರಚೋದನಕಾರಿ ಘೋಷಣೆಗಳನ್ನು ಕೂಗಬಾರದು. ಡಿಜೆ ಬಳಕೆಗೆ ಅವಕಾಶವಿಲ್ಲ. ಪೊಲೀಸ್ ಇಲಾಖೆಯ ಸೂಚನೆಗಳನ್ನು ಪಾಲಿಸಬೇಕು. ಕಾನೂನು ಸುವ್ಯವಸ್ಥೆಗೆ ಧಕ್ಕೆ ತರುವ ಕೃತ್ಯಗಳಿಗೆ ಕಠಿಣ ಕ್ರಮ ಕೈಗೊಳ್ಳಲಾಗುವುದು ಎಂದರು. ಗ್ರಾಮೀಣ ಭಾಗದಲ್ಲಿ ಸಹ ಶಾಂತಿ ಕಾಪಾಡಬೇಕು ಎಂದರು. [676,340,800,424]
section-rule [678,752,940,753]
article-forest-col2: ಆಗ್ರಹಿಸಿದರು. ರೈತರು ಅರಣ್ಯ ಇಲಾಖೆ ವಿರುದ್ಧ ಘೋಷಣೆ ಕೂಗಿದರು. ಬೆಳೆ ಹಾನಿಗೆ ಸೂಕ್ತ ಪರಿಹಾರ ನೀಡಬೇಕು. ಕಾಡಾನೆಗಳನ್ನು ಕಾಡಿಗೆ ಅಟ್ಟಬೇಕು ಎಂದು ಒತ್ತಾಯಿಸಿದರು. ಅರಣ್ಯ ಸಿಬ್ಬಂದಿ ಸ್ಥಳಕ್ಕೆ ಆಗಮಿಸಿ ಮನವೊಲಿಸಿದರು. [126,1376,244,1422]
headline-muharram-line1: ದುಃಖದ ಹಬ್ಬದಲ್ಲಿ ಹೆಚ್ಚಿನ ಸಂಭ್ರಮ ಬೇಡ [636,89,852,109]
